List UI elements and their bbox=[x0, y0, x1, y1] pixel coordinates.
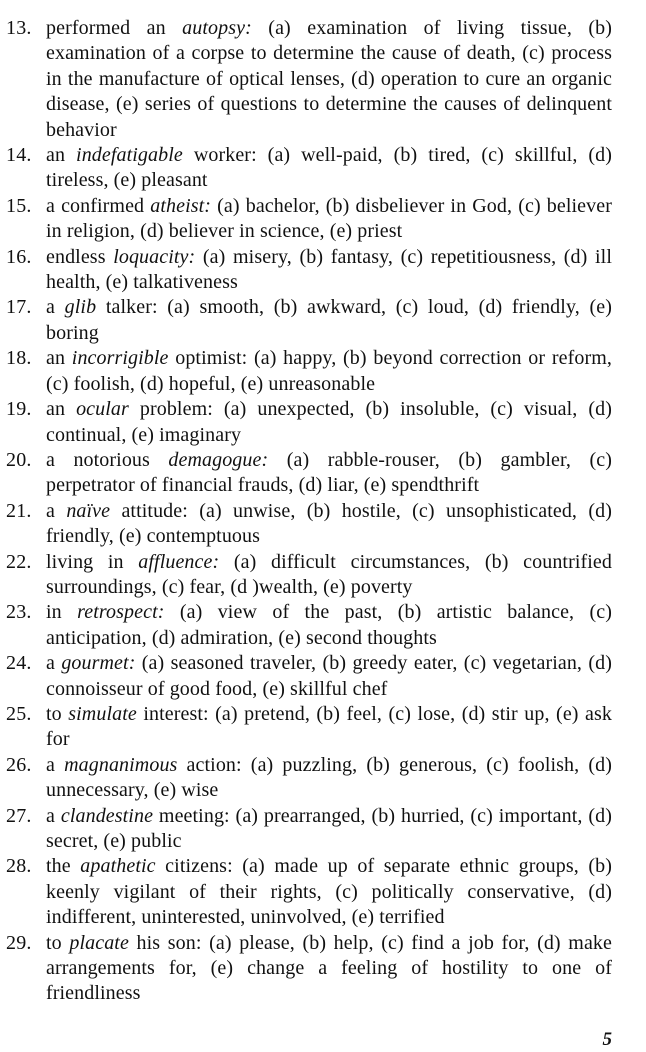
question-number: 16. bbox=[6, 245, 32, 268]
question-prefix: to bbox=[46, 702, 69, 725]
target-word: glib bbox=[64, 296, 97, 319]
answer-choices: interest: (a) pretend, (b) feel, (c) lose, (d) stir up, (e) ask for bbox=[46, 702, 613, 751]
target-word: retrospect: bbox=[77, 601, 165, 624]
target-word: naïve bbox=[66, 499, 111, 522]
target-word: loquacity: bbox=[113, 245, 196, 268]
question-item bbox=[6, 931, 612, 1007]
answer-choices: action: (a) puzzling, (b) generous, (c) foolish, (d) unnecessary, (e) wise bbox=[46, 753, 612, 802]
question-prefix: a bbox=[46, 499, 67, 522]
answer-choices: (a) bachelor, (b) disbeliever in God, (c) believer in religion, (d) believer in science, (e) priest bbox=[46, 194, 612, 243]
question-number: 25. bbox=[6, 702, 32, 725]
answer-choices: (a) view of the past, (b) artistic balance, (c) anticipation, (d) admiration, (e) second thoughts bbox=[46, 601, 612, 649]
question-text bbox=[46, 651, 612, 702]
question-text bbox=[46, 931, 612, 1007]
vocabulary-question-list bbox=[6, 16, 612, 1007]
page-number: 5 bbox=[602, 1029, 612, 1050]
question-text bbox=[46, 600, 612, 651]
question-number: 28. bbox=[6, 855, 32, 878]
question-text bbox=[46, 854, 612, 930]
question-item bbox=[6, 245, 612, 296]
question-prefix: a notorious bbox=[46, 448, 169, 471]
question-item bbox=[6, 854, 612, 930]
target-word: demagogue: bbox=[168, 448, 269, 471]
target-word: simulate bbox=[68, 702, 137, 725]
answer-choices: (a) examination of living tissue, (b) examination of a corpse to determine the cause of death, (c) process in the manufacture of optical lenses, (d) operation to cure an organic disease, (e) series of questions to determine the causes of delinquent behavior bbox=[46, 17, 613, 141]
target-word: clandestine bbox=[60, 804, 154, 827]
question-text bbox=[46, 550, 612, 601]
question-prefix: a bbox=[46, 296, 65, 319]
question-item bbox=[6, 143, 612, 194]
question-number: 19. bbox=[6, 398, 32, 421]
answer-choices: citizens: (a) made up of separate ethnic groups, (b) keenly vigilant of their rights, (c) politically conservative, (d) indifferent, uninterested, uninvolved, (e) terrified bbox=[46, 855, 612, 929]
question-item bbox=[6, 550, 612, 601]
question-number: 14. bbox=[6, 144, 32, 167]
target-word: apathetic bbox=[80, 855, 156, 878]
question-text bbox=[46, 194, 612, 245]
question-item bbox=[6, 804, 612, 855]
question-number: 23. bbox=[6, 601, 32, 624]
question-prefix: an bbox=[46, 347, 72, 370]
question-number: 22. bbox=[6, 550, 32, 573]
question-number: 17. bbox=[6, 296, 32, 319]
target-word: affluence: bbox=[138, 550, 220, 573]
question-prefix: a confirmed bbox=[46, 194, 151, 217]
question-text bbox=[46, 448, 612, 499]
question-text bbox=[46, 804, 612, 855]
question-prefix: endless bbox=[46, 245, 114, 268]
answer-choices: his son: (a) please, (b) help, (c) find a job for, (d) make arrangements for, (e) change a feeling of hostility to one of friendliness bbox=[46, 931, 612, 1005]
target-word: magnanimous bbox=[64, 753, 178, 776]
question-prefix: to bbox=[46, 931, 70, 954]
question-item bbox=[6, 448, 612, 499]
question-prefix: the bbox=[46, 855, 81, 878]
answer-choices: (a) seasoned traveler, (b) greedy eater, (c) vegetarian, (d) connoisseur of good food, (e) skillful chef bbox=[46, 652, 612, 700]
question-prefix: performed an bbox=[46, 17, 183, 39]
question-number: 29. bbox=[6, 931, 32, 954]
question-text bbox=[46, 346, 612, 397]
question-text bbox=[46, 702, 612, 753]
question-prefix: an bbox=[46, 144, 77, 167]
target-word: incorrigible bbox=[71, 347, 169, 370]
question-text bbox=[46, 753, 612, 804]
question-text bbox=[46, 499, 612, 550]
question-prefix: living in bbox=[46, 550, 139, 573]
answer-choices: attitude: (a) unwise, (b) hostile, (c) unsophisticated, (d) friendly, (e) contemptuous bbox=[46, 499, 612, 548]
answer-choices: problem: (a) unexpected, (b) insoluble, (c) visual, (d) continual, (e) imaginary bbox=[46, 398, 612, 446]
question-item bbox=[6, 16, 612, 143]
question-prefix: a bbox=[46, 753, 65, 776]
question-item bbox=[6, 702, 612, 753]
question-item bbox=[6, 194, 612, 245]
question-number: 18. bbox=[6, 347, 32, 370]
target-word: ocular bbox=[76, 398, 129, 421]
question-text bbox=[46, 397, 612, 448]
question-number: 21. bbox=[6, 499, 32, 522]
question-item bbox=[6, 753, 612, 804]
question-number: 27. bbox=[6, 804, 32, 827]
answer-choices: (a) rabble-rouser, (b) gambler, (c) perpetrator of financial frauds, (d) liar, (e) spendthrift bbox=[46, 448, 612, 497]
question-item bbox=[6, 397, 612, 448]
question-item bbox=[6, 346, 612, 397]
answer-choices: worker: (a) well-paid, (b) tired, (c) skillful, (d) tireless, (e) pleasant bbox=[46, 144, 612, 192]
target-word: placate bbox=[69, 931, 129, 954]
question-item bbox=[6, 600, 612, 651]
question-number: 15. bbox=[6, 194, 32, 217]
question-prefix: a bbox=[46, 652, 62, 675]
question-number: 24. bbox=[6, 652, 32, 675]
answer-choices: meeting: (a) prearranged, (b) hurried, (c) important, (d) secret, (e) public bbox=[46, 804, 613, 852]
question-item bbox=[6, 499, 612, 550]
question-number: 26. bbox=[6, 753, 32, 776]
target-word: atheist: bbox=[150, 194, 212, 217]
question-text bbox=[46, 143, 612, 194]
question-item bbox=[6, 651, 612, 702]
question-text bbox=[46, 245, 612, 296]
answer-choices: optimist: (a) happy, (b) beyond correction or reform, (c) foolish, (d) hopeful, (e) unreasonable bbox=[46, 347, 612, 395]
question-text bbox=[46, 295, 612, 346]
target-word: indefatigable bbox=[76, 144, 183, 167]
question-item bbox=[6, 295, 612, 346]
question-text bbox=[46, 16, 612, 143]
target-word: gourmet: bbox=[61, 652, 136, 675]
question-prefix: in bbox=[46, 601, 78, 624]
answer-choices: talker: (a) smooth, (b) awkward, (c) loud, (d) friendly, (e) boring bbox=[46, 296, 613, 344]
answer-choices: (a) difficult circumstances, (b) countrified surroundings, (c) fear, (d )wealth, (e) poverty bbox=[46, 550, 612, 598]
question-prefix: a bbox=[46, 804, 61, 827]
question-number: 13. bbox=[6, 17, 32, 39]
target-word: autopsy: bbox=[182, 17, 252, 39]
question-prefix: an bbox=[46, 398, 77, 421]
question-number: 20. bbox=[6, 448, 32, 471]
answer-choices: (a) misery, (b) fantasy, (c) repetitiousness, (d) ill health, (e) talkativeness bbox=[46, 245, 612, 294]
